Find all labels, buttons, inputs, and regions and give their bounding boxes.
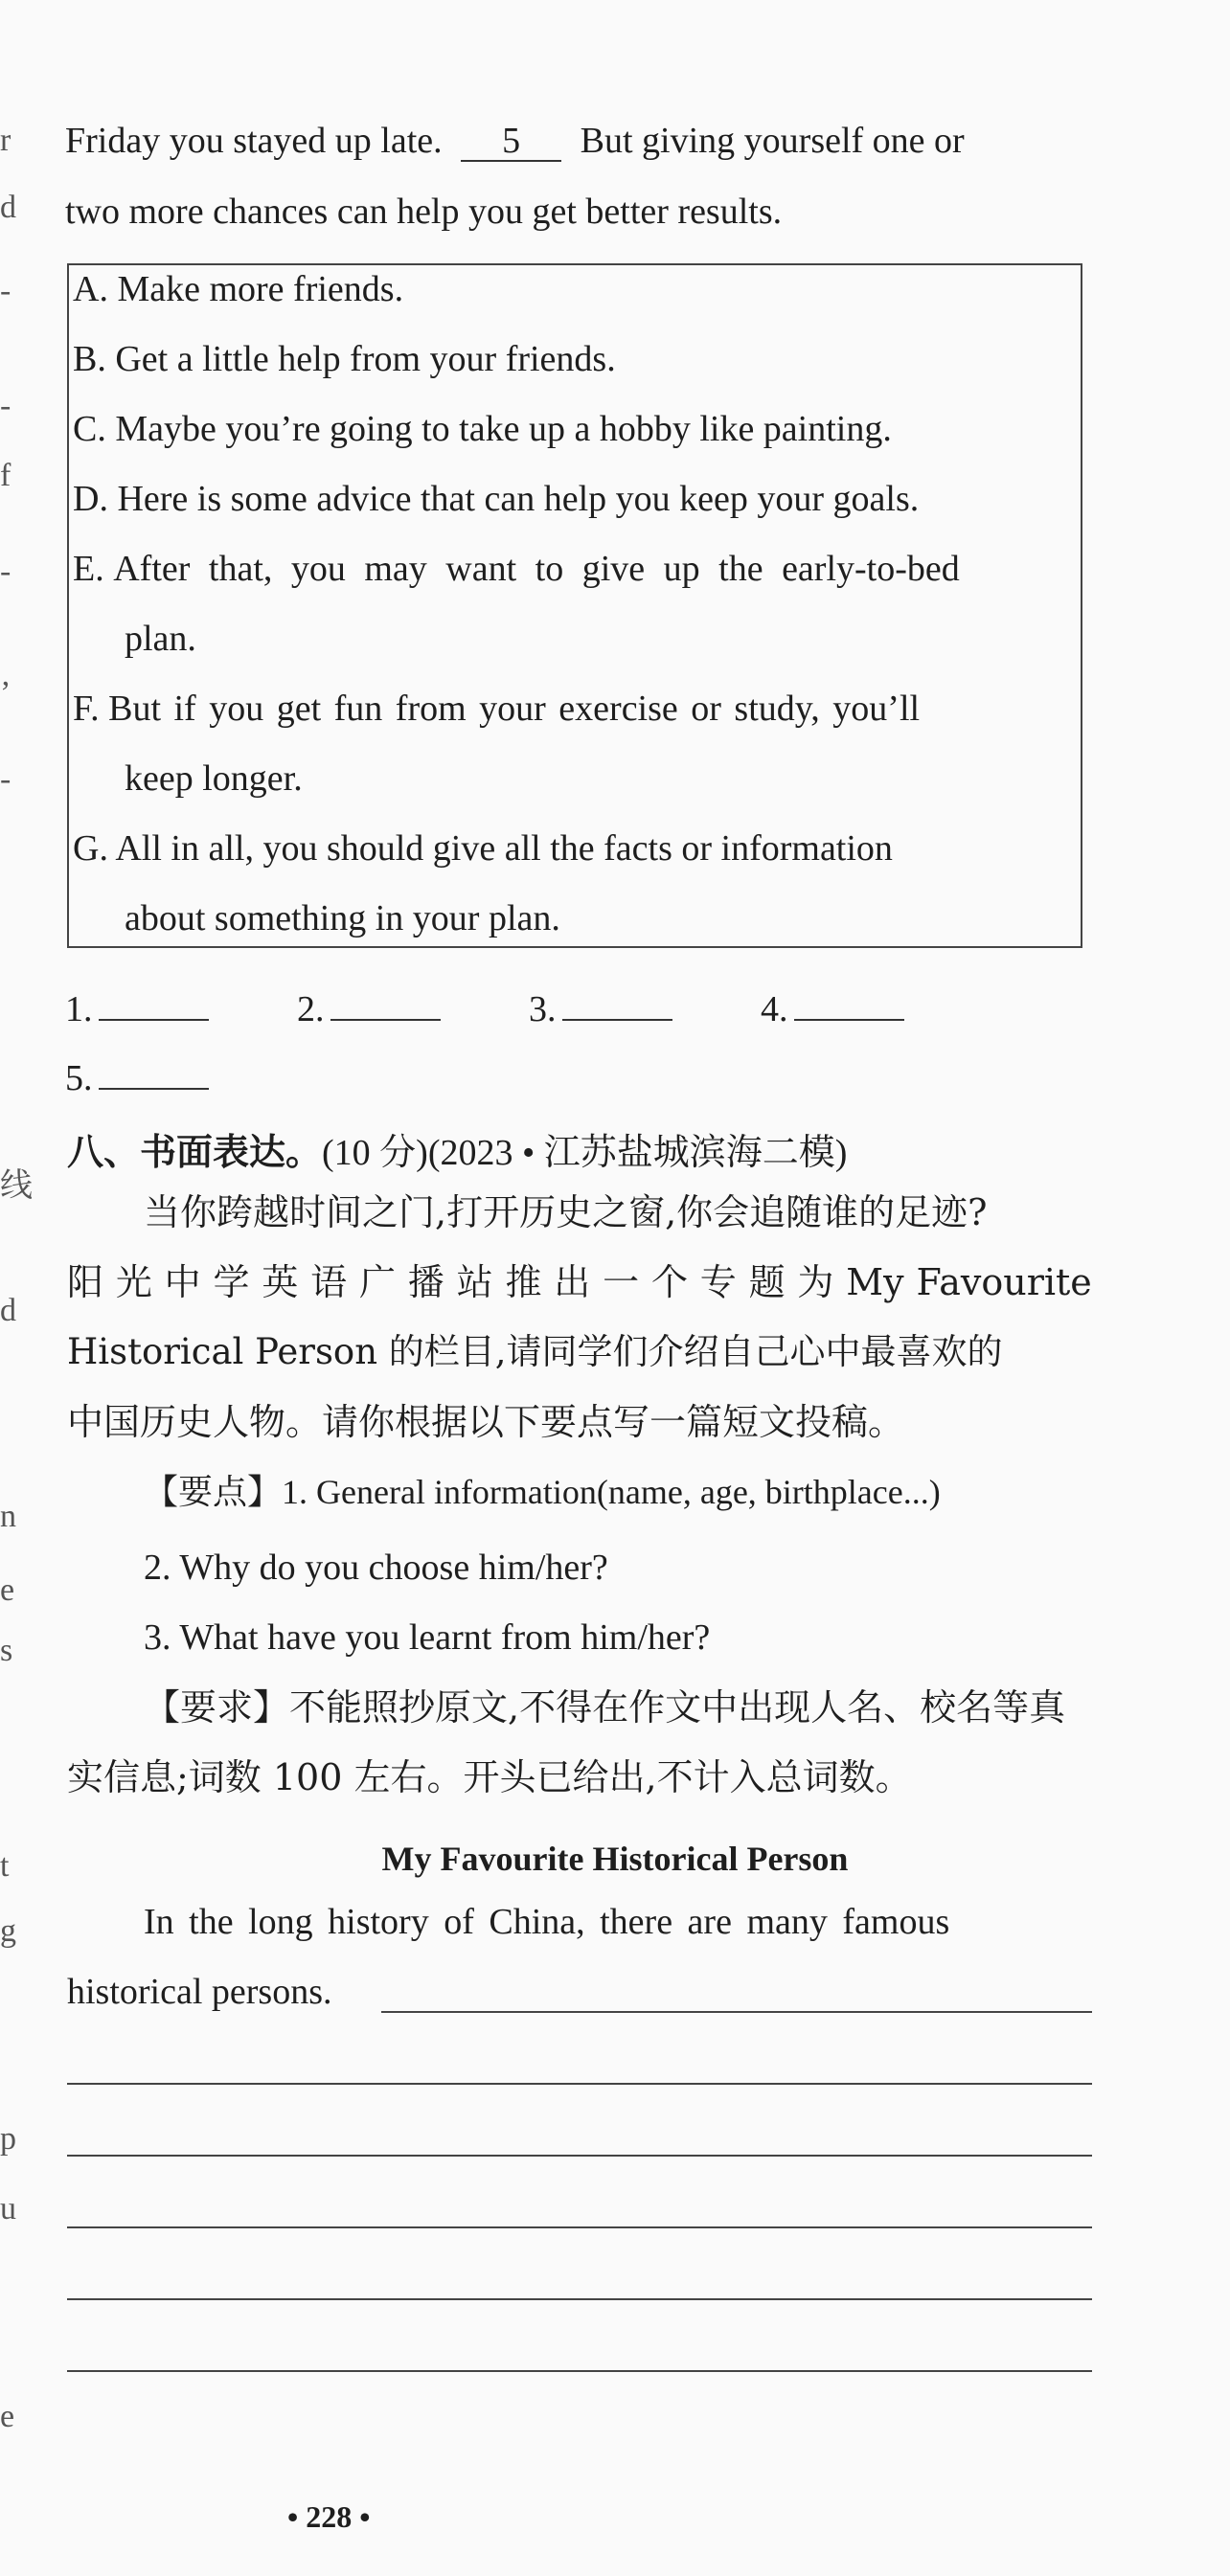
edge-char: u: [0, 2191, 16, 2226]
edge-char: -: [0, 554, 11, 589]
answer-line[interactable]: [330, 986, 441, 1021]
answer-line[interactable]: [562, 986, 672, 1021]
answer-line[interactable]: [99, 1055, 209, 1090]
word: 广: [358, 1261, 396, 1303]
option-letter: B.: [73, 339, 106, 379]
edge-char: t: [0, 1848, 10, 1884]
section-heading: [67, 1122, 847, 1175]
passage-line-2: two more chances can help you get better results.: [65, 192, 783, 232]
edge-char: -: [0, 388, 11, 423]
edge-char: e: [0, 1572, 15, 1608]
word: 站: [456, 1261, 493, 1303]
word: 专: [699, 1261, 737, 1303]
option-f: [73, 687, 920, 731]
option-c: [73, 407, 892, 451]
option-a: [73, 267, 403, 311]
option-text: All in all, you should give all the facts or information: [115, 828, 893, 869]
option-text: Make more friends.: [117, 269, 404, 309]
prompt-line-2: [67, 1260, 1092, 1304]
option-b: [73, 337, 616, 381]
answer-blank-3[interactable]: [529, 986, 672, 1030]
edge-char: 线: [0, 1168, 33, 1204]
passage-line-1: [65, 119, 965, 163]
edge-char: -: [0, 761, 11, 797]
page-number: • 228 •: [287, 2499, 371, 2534]
edge-char: p: [0, 2121, 16, 2157]
writing-line[interactable]: [67, 2226, 1092, 2228]
prompt-line-1: 当你跨越时间之门,打开历史之窗,你会追随谁的足迹?: [144, 1191, 988, 1233]
prompt-line-4: 中国历史人物。请你根据以下要点写一篇短文投稿。: [67, 1401, 905, 1443]
answer-blank-5[interactable]: [65, 1055, 209, 1099]
option-letter: A.: [73, 269, 108, 309]
answer-number: 5.: [65, 1058, 93, 1098]
option-e-continued: plan.: [125, 619, 196, 659]
option-e: [73, 547, 960, 591]
edge-char: g: [0, 1913, 16, 1949]
key-points-line: [144, 1470, 941, 1515]
requirements-label: 【要求】: [144, 1686, 290, 1729]
requirements-line-2: 实信息;词数 100 左右。开头已给出,不计入总词数。: [67, 1756, 912, 1798]
word: 个: [650, 1261, 688, 1303]
edge-char: s: [0, 1633, 13, 1668]
option-g-continued: about something in your plan.: [125, 898, 560, 938]
writing-line[interactable]: [67, 2370, 1092, 2372]
answer-blank-2[interactable]: [297, 986, 441, 1030]
option-letter: D.: [73, 479, 108, 519]
writing-line[interactable]: [381, 2011, 1092, 2013]
word: 推: [505, 1261, 542, 1303]
answer-number: 4.: [761, 989, 788, 1029]
section-title: 八、书面表达。: [67, 1131, 323, 1173]
answer-number: 2.: [297, 989, 325, 1029]
answer-number: 1.: [65, 989, 93, 1029]
edge-char: ’: [0, 675, 11, 711]
word: 为: [797, 1261, 834, 1303]
key-point-3: 3. What have you learnt from him/her?: [144, 1617, 711, 1658]
key-point-1: 1. General information(name, age, birthplace...): [282, 1473, 941, 1511]
writing-line[interactable]: [67, 2083, 1092, 2085]
requirements-text: 不能照抄原文,不得在作文中出现人名、校名等真: [289, 1686, 1066, 1729]
option-letter: E.: [73, 549, 104, 589]
section-meta: (10 分)(2023 • 江苏盐城滨海二模): [322, 1133, 848, 1173]
option-text: But if you get fun from your exercise or study, you’ll: [108, 689, 921, 729]
edge-char: -: [0, 273, 11, 308]
edge-char: n: [0, 1499, 16, 1534]
word: 学: [213, 1261, 250, 1303]
option-letter: G.: [73, 828, 108, 869]
passage-text: Friday you stayed up late.: [65, 121, 443, 161]
essay-title: My Favourite Historical Person: [381, 1840, 849, 1878]
option-text: Here is some advice that can help you keep your goals.: [117, 479, 920, 519]
word: Favourite: [916, 1261, 1092, 1303]
edge-char: e: [0, 2399, 15, 2434]
word: 一: [603, 1261, 640, 1303]
word: 光: [115, 1261, 152, 1303]
answer-line[interactable]: [99, 986, 209, 1021]
edge-char: f: [0, 458, 11, 493]
writing-line[interactable]: [67, 2298, 1092, 2300]
requirements-line-1: [144, 1685, 1065, 1729]
word: 英: [262, 1261, 299, 1303]
word: 阳: [67, 1261, 104, 1303]
option-f-continued: keep longer.: [125, 758, 303, 799]
option-text: Maybe you’re going to take up a hobby like painting.: [115, 409, 892, 449]
word: 出: [554, 1261, 591, 1303]
prompt-line-3: Historical Person 的栏目,请同学们介绍自己心中最喜欢的: [67, 1331, 1003, 1372]
word: 语: [310, 1261, 348, 1303]
word: 播: [407, 1261, 444, 1303]
answer-number: 3.: [529, 989, 557, 1029]
option-g: [73, 826, 893, 870]
edge-char: d: [0, 1293, 16, 1328]
blank-5: 5: [461, 122, 561, 162]
answer-blank-4[interactable]: [761, 986, 904, 1030]
option-d: [73, 477, 919, 521]
option-letter: F.: [73, 689, 100, 729]
passage-text: But giving yourself one or: [580, 121, 965, 161]
answer-blank-1[interactable]: [65, 986, 209, 1030]
essay-start-line-1: In the long history of China, there are many famous: [144, 1902, 950, 1942]
edge-char: r: [0, 123, 11, 158]
word: 题: [748, 1261, 786, 1303]
key-points-label: 【要点】: [144, 1473, 283, 1512]
option-letter: C.: [73, 409, 106, 449]
option-text: Get a little help from your friends.: [115, 339, 616, 379]
word: 中: [164, 1261, 201, 1303]
writing-line[interactable]: [67, 2155, 1092, 2157]
answer-line[interactable]: [794, 986, 904, 1021]
key-point-2: 2. Why do you choose him/her?: [144, 1548, 608, 1588]
edge-char: d: [0, 190, 16, 225]
essay-start-line-2: historical persons.: [67, 1972, 332, 2012]
word: My: [846, 1261, 904, 1303]
option-text: After that, you may want to give up the early-to-bed: [113, 549, 960, 589]
